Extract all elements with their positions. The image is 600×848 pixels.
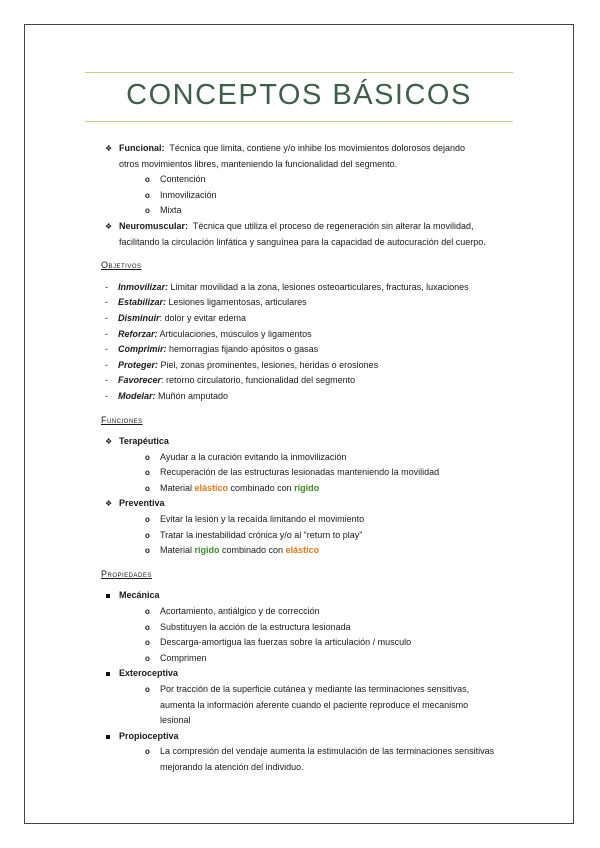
circle-bullet-icon: o: [145, 483, 150, 493]
section-heading-propiedades: Propiedades: [101, 568, 152, 579]
objetivo-item: - Reforzar: Articulaciones, músculos y ligamentos: [105, 328, 312, 339]
propiedad-propioceptiva: [101, 729, 521, 745]
highlight-rigido: rígido: [194, 545, 220, 556]
circle-bullet-icon: o: [145, 638, 150, 648]
title-rule-bottom: [85, 121, 513, 122]
list-item: [101, 465, 521, 481]
list-item: [101, 543, 521, 559]
item-text: Inmovilización: [160, 189, 217, 200]
term: Disminuir: [118, 312, 160, 323]
term: Terapéutica: [119, 436, 169, 447]
item-text: : dolor y evitar edema: [159, 312, 247, 323]
def-neuromuscular: [101, 219, 521, 235]
document-page: [24, 24, 574, 824]
objetivo-item: - Disminuir: dolor y evitar edema: [105, 312, 247, 323]
term: Reforzar:: [118, 328, 158, 339]
highlight-rigido: rígido: [294, 482, 320, 493]
funcion-preventiva: [101, 496, 521, 512]
diamond-bullet-icon: ❖: [105, 144, 113, 153]
diamond-bullet-icon: ❖: [105, 499, 113, 509]
propiedad-exteroceptiva: [101, 666, 521, 682]
item-text: combinado con: [228, 482, 295, 493]
item-text: Material: [160, 482, 195, 493]
diamond-bullet-icon: ❖: [105, 221, 113, 231]
item-text: Acortamiento, antiálgico y de corrección: [160, 606, 320, 617]
def-text: Técnica que utiliza el proceso de regeneración sin alterar la movilidad,: [192, 220, 474, 231]
objetivo-item: - Inmovilizar: Limitar movilidad a la zona, lesiones osteoarticulares, fracturas, luxaciones: [105, 281, 469, 292]
item-text: Mixta: [160, 205, 182, 216]
objetivo-item: - Proteger: Piel, zonas prominentes, lesiones, heridas o erosiones: [105, 359, 379, 370]
term: Preventiva: [119, 498, 165, 509]
def-text: Técnica que limita, contiene y/o inhibe los movimientos dolorosos dejando: [169, 143, 466, 153]
circle-bullet-icon: o: [145, 622, 150, 632]
square-bullet-icon: [106, 594, 110, 598]
circle-bullet-icon: o: [145, 175, 150, 185]
circle-bullet-icon: o: [145, 515, 150, 525]
def-text-cont: facilitando la circulación linfática y sanguínea para la capacidad de autocuración del cuerpo.: [119, 236, 486, 247]
circle-bullet-icon: o: [145, 206, 150, 216]
def-funcional: [101, 141, 521, 157]
item-text: Por tracción de la superficie cutánea y mediante las terminaciones sensitivas,: [160, 684, 470, 694]
term: Estabilizar:: [118, 297, 167, 308]
item-text: Muñón amputado: [155, 390, 229, 401]
item-text: La compresión del vendaje aumenta la estimulación de las terminaciones sensitivas: [160, 746, 495, 757]
item-text: Material: [160, 545, 195, 556]
list-item: [101, 682, 521, 698]
item-text: Lesiones ligamentosas, articulares: [166, 297, 307, 308]
list-item: [101, 620, 521, 636]
term: Comprimir:: [118, 344, 167, 355]
item-text: Comprimen: [160, 652, 207, 663]
list-item: [101, 481, 521, 497]
item-text: Contención: [160, 174, 206, 185]
item-text: Ayudar a la curación evitando la inmovilización: [160, 451, 347, 462]
list-item: [101, 188, 521, 204]
item-text-cont: lesional: [160, 715, 191, 726]
list-item: [101, 604, 521, 620]
page-title: CONCEPTOS BÁSICOS: [126, 79, 472, 111]
term: Modelar:: [118, 390, 156, 401]
objetivo-item: - Modelar: Muñón amputado: [105, 390, 229, 401]
term: Favorecer: [118, 375, 162, 386]
list-item: [101, 528, 521, 544]
circle-bullet-icon: o: [145, 530, 150, 540]
list-item: [101, 744, 521, 760]
list-item: [101, 172, 521, 188]
objetivo-item: - Favorecer: retorno circulatorio, funcionalidad del segmento: [105, 375, 356, 386]
circle-bullet-icon: o: [145, 747, 150, 757]
title-rule-top: [85, 72, 513, 73]
diamond-bullet-icon: ❖: [105, 437, 113, 447]
funcion-terapeutica: [101, 434, 521, 450]
objetivo-item: - Comprimir: hemorragias fijando apósitos o gasas: [105, 344, 319, 355]
circle-bullet-icon: o: [145, 190, 150, 200]
list-item: [101, 512, 521, 528]
item-text: Tratar la inestabilidad crónica y/o al “return to play”: [160, 529, 363, 540]
square-bullet-icon: [106, 672, 110, 676]
item-text: hemorragias fijando apósitos o gasas: [166, 344, 319, 355]
square-bullet-icon: [106, 735, 110, 739]
objetivo-item: - Estabilizar: Lesiones ligamentosas, articulares: [105, 297, 307, 308]
term: Inmovilizar:: [118, 281, 169, 292]
item-text: : retorno circulatorio, funcionalidad del segmento: [161, 375, 356, 386]
highlight-elastico: elástico: [285, 545, 320, 556]
list-item: [101, 651, 521, 667]
def-text-cont: otros movimientos libres, manteniendo la funcionalidad del segmento.: [119, 158, 398, 169]
term: Neuromuscular:: [119, 220, 189, 231]
item-text: Evitar la lesión y la recaída limitando el movimiento: [160, 514, 365, 525]
term: Exteroceptiva: [119, 668, 179, 679]
circle-bullet-icon: o: [145, 653, 150, 663]
circle-bullet-icon: o: [145, 452, 150, 462]
list-item: [101, 203, 521, 219]
section-heading-objetivos: Objetivos: [101, 260, 142, 271]
highlight-elastico: elástico: [194, 482, 229, 493]
circle-bullet-icon: o: [145, 468, 150, 478]
term: Propioceptiva: [119, 730, 179, 741]
item-text: Substituyen la acción de la estructura lesionada: [160, 621, 351, 632]
item-text: Limitar movilidad a la zona, lesiones osteoarticulares, fracturas, luxaciones: [168, 281, 469, 292]
circle-bullet-icon: o: [145, 685, 150, 694]
list-item: [101, 450, 521, 466]
item-text: combinado con: [219, 545, 286, 556]
section-heading-funciones: Funciones: [101, 414, 143, 425]
item-text-cont: aumenta la información aferente cuando el paciente reproduce el mecanismo: [160, 699, 469, 710]
term: Funcional:: [119, 143, 165, 153]
propiedad-mecanica: [101, 588, 521, 604]
item-text-cont: mejorando la atención del individuo.: [160, 761, 304, 772]
list-item: [101, 635, 521, 651]
term: Proteger:: [118, 359, 159, 370]
item-text: Articulaciones, músculos y ligamentos: [157, 328, 312, 339]
item-text: Recuperación de las estructuras lesionadas manteniendo la movilidad: [160, 467, 440, 478]
term: Mecánica: [119, 590, 160, 601]
content: [101, 141, 521, 776]
item-text: Descarga-amortigua las fuerzas sobre la articulación / musculo: [160, 637, 412, 648]
circle-bullet-icon: o: [145, 546, 150, 556]
circle-bullet-icon: o: [145, 607, 150, 617]
item-text: Piel, zonas prominentes, lesiones, heridas o erosiones: [158, 359, 379, 370]
